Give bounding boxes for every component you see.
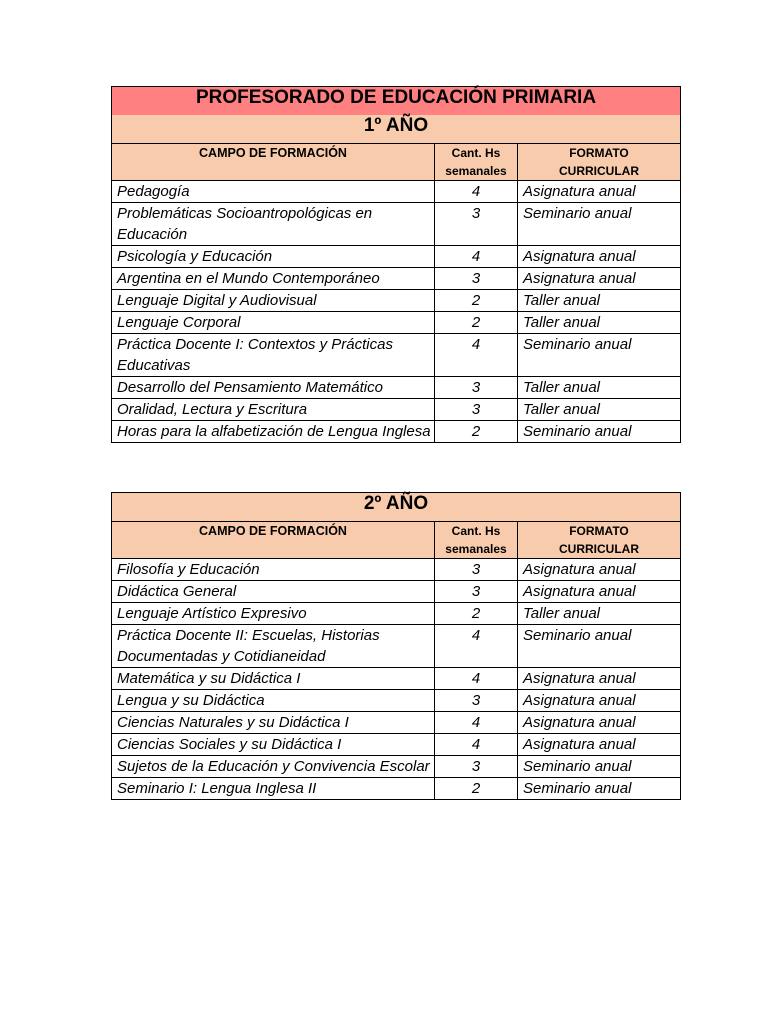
weekly-hours: 2 [435, 290, 518, 312]
header-formato-line2: CURRICULAR [559, 164, 639, 178]
subject-name: Matemática y su Didáctica I [112, 668, 435, 690]
curricular-format: Taller anual [518, 377, 681, 399]
year-heading: 2º AÑO [112, 493, 681, 522]
subject-name: Práctica Docente I: Contextos y Prácticas Educativas [112, 334, 435, 377]
weekly-hours: 4 [435, 334, 518, 377]
year-1-table [111, 86, 681, 443]
header-horas [435, 144, 518, 181]
table-row [112, 778, 681, 800]
curricular-format: Seminario anual [518, 778, 681, 800]
weekly-hours: 4 [435, 181, 518, 203]
curricular-format: Asignatura anual [518, 181, 681, 203]
header-formato [518, 144, 681, 181]
curricular-format: Taller anual [518, 290, 681, 312]
curricular-format: Asignatura anual [518, 734, 681, 756]
subject-name: Pedagogía [112, 181, 435, 203]
subject-name: Lenguaje Digital y Audiovisual [112, 290, 435, 312]
subject-name: Lenguaje Artístico Expresivo [112, 603, 435, 625]
header-formato-line1: FORMATO [569, 524, 629, 538]
curricular-format: Asignatura anual [518, 581, 681, 603]
table-row [112, 203, 681, 246]
header-formato-line1: FORMATO [569, 146, 629, 160]
weekly-hours: 4 [435, 734, 518, 756]
header-horas-line1: Cant. Hs [451, 524, 501, 538]
header-formato-line2: CURRICULAR [559, 542, 639, 556]
curricular-format: Asignatura anual [518, 246, 681, 268]
table-row [112, 181, 681, 203]
weekly-hours: 2 [435, 603, 518, 625]
subject-name: Horas para la alfabetización de Lengua Inglesa [112, 421, 435, 443]
table-row [112, 246, 681, 268]
curricular-format: Seminario anual [518, 203, 681, 246]
subject-name: Didáctica General [112, 581, 435, 603]
table-row [112, 756, 681, 778]
header-campo: CAMPO DE FORMACIÓN [112, 522, 435, 559]
subject-name: Lenguaje Corporal [112, 312, 435, 334]
table-row [112, 734, 681, 756]
table-row [112, 559, 681, 581]
curricular-format: Seminario anual [518, 334, 681, 377]
subject-name: Argentina en el Mundo Contemporáneo [112, 268, 435, 290]
column-header-row [112, 144, 681, 181]
weekly-hours: 3 [435, 377, 518, 399]
weekly-hours: 3 [435, 581, 518, 603]
header-horas-line1: Cant. Hs [451, 146, 501, 160]
table-row [112, 421, 681, 443]
subject-name: Psicología y Educación [112, 246, 435, 268]
table-row [112, 712, 681, 734]
curricular-format: Asignatura anual [518, 559, 681, 581]
year-heading-row [112, 115, 681, 144]
weekly-hours: 4 [435, 246, 518, 268]
year-heading-row [112, 493, 681, 522]
subject-name: Práctica Docente II: Escuelas, Historias Documentadas y Cotidianeidad [112, 625, 435, 668]
table-row [112, 290, 681, 312]
subject-name: Ciencias Naturales y su Didáctica I [112, 712, 435, 734]
document-title: PROFESORADO DE EDUCACIÓN PRIMARIA [112, 87, 681, 116]
subject-name: Filosofía y Educación [112, 559, 435, 581]
weekly-hours: 3 [435, 203, 518, 246]
table-row [112, 268, 681, 290]
weekly-hours: 3 [435, 756, 518, 778]
header-campo: CAMPO DE FORMACIÓN [112, 144, 435, 181]
weekly-hours: 3 [435, 399, 518, 421]
curricular-format: Taller anual [518, 399, 681, 421]
curricular-format: Seminario anual [518, 756, 681, 778]
curricular-format: Seminario anual [518, 625, 681, 668]
curricular-format: Taller anual [518, 603, 681, 625]
subject-name: Oralidad, Lectura y Escritura [112, 399, 435, 421]
curricular-format: Asignatura anual [518, 690, 681, 712]
subject-name: Lengua y su Didáctica [112, 690, 435, 712]
table-row [112, 581, 681, 603]
table-row [112, 334, 681, 377]
table-row [112, 668, 681, 690]
weekly-hours: 4 [435, 712, 518, 734]
header-horas [435, 522, 518, 559]
header-formato [518, 522, 681, 559]
curricular-format: Asignatura anual [518, 712, 681, 734]
table-row [112, 603, 681, 625]
year-heading: 1º AÑO [112, 115, 681, 144]
curricular-format: Taller anual [518, 312, 681, 334]
weekly-hours: 2 [435, 421, 518, 443]
weekly-hours: 4 [435, 625, 518, 668]
header-horas-line2: semanales [445, 164, 507, 178]
weekly-hours: 4 [435, 668, 518, 690]
subject-name: Problemáticas Socioantropológicas en Educación [112, 203, 435, 246]
weekly-hours: 2 [435, 778, 518, 800]
header-horas-line2: semanales [445, 542, 507, 556]
weekly-hours: 3 [435, 268, 518, 290]
weekly-hours: 3 [435, 690, 518, 712]
table-row [112, 377, 681, 399]
subject-name: Seminario I: Lengua Inglesa II [112, 778, 435, 800]
curricular-format: Asignatura anual [518, 268, 681, 290]
curricular-format: Seminario anual [518, 421, 681, 443]
table-row [112, 312, 681, 334]
weekly-hours: 2 [435, 312, 518, 334]
subject-name: Ciencias Sociales y su Didáctica I [112, 734, 435, 756]
table-row [112, 625, 681, 668]
curricular-format: Asignatura anual [518, 668, 681, 690]
year-2-table [111, 492, 681, 800]
weekly-hours: 3 [435, 559, 518, 581]
document-title-row [112, 87, 681, 116]
column-header-row [112, 522, 681, 559]
subject-name: Desarrollo del Pensamiento Matemático [112, 377, 435, 399]
table-row [112, 399, 681, 421]
subject-name: Sujetos de la Educación y Convivencia Escolar [112, 756, 435, 778]
table-row [112, 690, 681, 712]
